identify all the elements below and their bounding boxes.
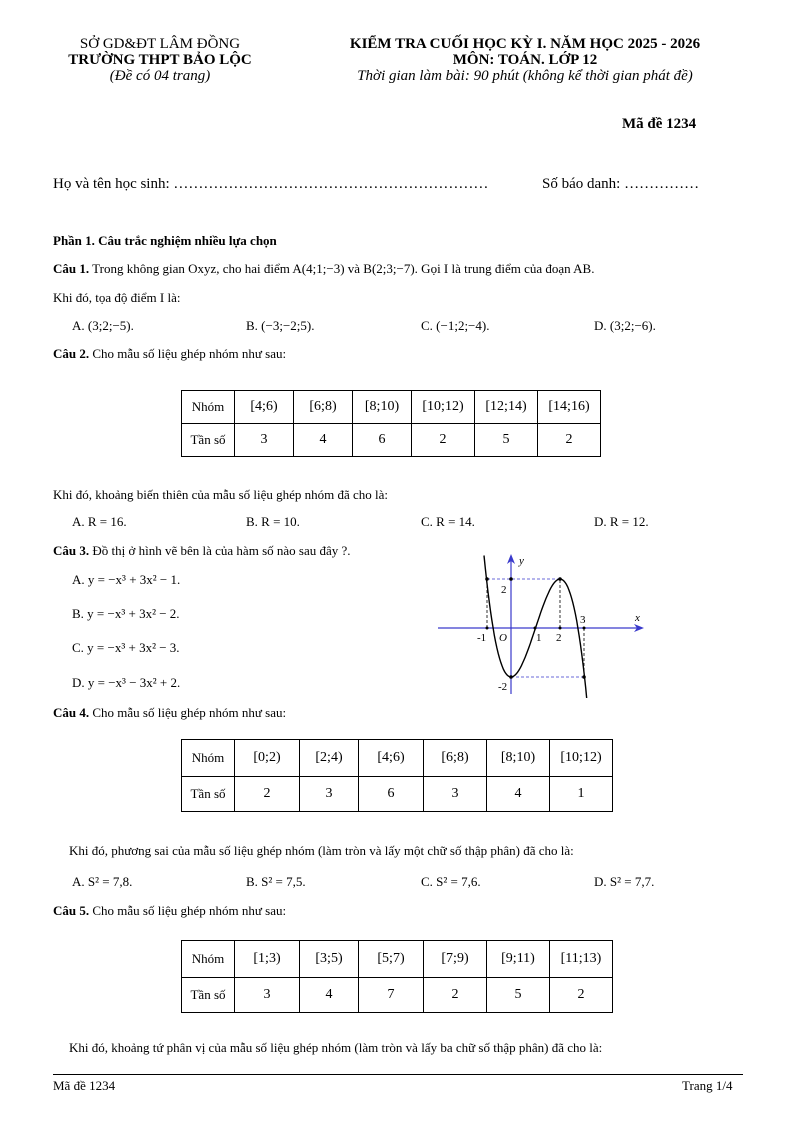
table-cell: Tần số — [182, 978, 235, 1013]
table-cell: 6 — [359, 777, 424, 812]
question-text: Cho mẫu số liệu ghép nhóm như sau: — [92, 903, 287, 918]
q4-option-b: B. S² = 7,5. — [246, 874, 306, 889]
q2-option-d: D. R = 12. — [594, 514, 649, 529]
origin-label: O — [499, 632, 507, 644]
table-cell: [10;12) — [550, 740, 613, 777]
point-3-neg2 — [582, 675, 586, 679]
question-number: Câu 3. — [53, 543, 90, 558]
point-x2 — [559, 627, 562, 630]
question-text: Cho mẫu số liệu ghép nhóm như sau: — [92, 346, 287, 361]
question-number: Câu 5. — [53, 903, 90, 918]
q3-option-d: D. y = −x³ − 3x² + 2. — [72, 675, 181, 690]
point-x1 — [534, 627, 537, 630]
table-cell: [6;8) — [294, 391, 353, 424]
exam-subject: MÔN: TOÁN. LỚP 12 — [452, 52, 598, 68]
table-cell: [4;6) — [359, 740, 424, 777]
point-max — [558, 577, 562, 581]
y-tick-label-neg2: -2 — [498, 681, 508, 693]
footer-exam-code: Mã đề 1234 — [53, 1078, 116, 1093]
q4-option-a: A. S² = 7,8. — [72, 874, 133, 889]
q4-data-table — [181, 739, 613, 812]
x-axis-label: x — [635, 612, 640, 624]
table-cell: Nhóm — [182, 941, 235, 978]
q1-option-c: C. (−1;2;−4). — [421, 318, 490, 333]
q1-option-a: A. (3;2;−5). — [72, 318, 134, 333]
pages-note: (Đề có 04 trang) — [109, 68, 211, 84]
table-row — [182, 424, 601, 457]
question-5-after: Khi đó, khoảng tứ phân vị của mẫu số liệu ghép nhóm (làm tròn và lấy ba chữ số thập phân) đã cho là: — [69, 1040, 603, 1055]
table-row — [182, 777, 613, 812]
table-cell: 3 — [424, 777, 487, 812]
header-right — [300, 36, 750, 84]
table-row — [182, 941, 613, 978]
table-cell: [9;11) — [487, 941, 550, 978]
point-y2 — [509, 577, 513, 581]
table-cell: 2 — [235, 777, 300, 812]
q3-option-c: C. y = −x³ + 3x² − 3. — [72, 640, 180, 655]
question-2-after: Khi đó, khoảng biến thiên của mẫu số liệu ghép nhóm đã cho là: — [53, 487, 389, 502]
table-cell: 2 — [412, 424, 475, 457]
q1-option-b: B. (−3;−2;5). — [246, 318, 315, 333]
table-cell: 4 — [300, 978, 359, 1013]
question-2 — [53, 346, 286, 362]
table-cell: 2 — [550, 978, 613, 1013]
tick-label-2: 2 — [556, 632, 562, 644]
point-x3 — [583, 627, 586, 630]
table-cell: Tần số — [182, 777, 235, 812]
q2-option-c: C. R = 14. — [421, 514, 475, 529]
department-name: SỞ GD&ĐT LÂM ĐỒNG — [79, 36, 241, 52]
footer-divider — [53, 1074, 743, 1075]
question-number: Câu 4. — [53, 705, 90, 720]
tick-label-neg1: -1 — [477, 632, 487, 644]
table-cell: 2 — [424, 978, 487, 1013]
q2-option-a: A. R = 16. — [72, 514, 127, 529]
q5-data-table — [181, 940, 613, 1013]
table-cell: [2;4) — [300, 740, 359, 777]
exam-code: Mã đề 1234 — [622, 116, 697, 132]
table-row — [182, 740, 613, 777]
table-row — [182, 391, 601, 424]
table-cell: [1;3) — [235, 941, 300, 978]
q2-option-b: B. R = 10. — [246, 514, 300, 529]
table-cell: 4 — [487, 777, 550, 812]
table-cell: [4;6) — [235, 391, 294, 424]
y-tick-label-2: 2 — [501, 584, 507, 596]
header-left — [40, 36, 280, 84]
q2-data-table — [181, 390, 601, 457]
y-axis-label: y — [519, 555, 524, 567]
point-x-neg1 — [486, 627, 489, 630]
table-cell: [14;16) — [538, 391, 601, 424]
table-cell: 6 — [353, 424, 412, 457]
table-cell: 3 — [235, 424, 294, 457]
table-cell: [8;10) — [487, 740, 550, 777]
table-cell: 3 — [300, 777, 359, 812]
question-text: Trong không gian Oxyz, cho hai điểm A(4;1;−3) và B(2;3;−7). Gọi I là trung điểm của đoạn AB. — [92, 261, 595, 276]
q4-option-d: D. S² = 7,7. — [594, 874, 655, 889]
table-cell: Nhóm — [182, 740, 235, 777]
table-cell: [0;2) — [235, 740, 300, 777]
question-4 — [53, 705, 286, 721]
question-text: Đồ thị ở hình vẽ bên là của hàm số nào sau đây ?. — [92, 543, 351, 558]
table-cell: [3;5) — [300, 941, 359, 978]
q1-option-d: D. (3;2;−6). — [594, 318, 656, 333]
q4-option-c: C. S² = 7,6. — [421, 874, 481, 889]
table-cell: [12;14) — [475, 391, 538, 424]
table-cell: [8;10) — [353, 391, 412, 424]
question-number: Câu 1. — [53, 261, 90, 276]
question-1-line2: Khi đó, tọa độ điểm I là: — [53, 290, 181, 305]
table-cell: 1 — [550, 777, 613, 812]
question-3 — [53, 543, 351, 559]
q3-option-a: A. y = −x³ + 3x² − 1. — [72, 572, 181, 587]
table-cell: 3 — [235, 978, 300, 1013]
table-cell: [7;9) — [424, 941, 487, 978]
q3-option-b: B. y = −x³ + 3x² − 2. — [72, 606, 180, 621]
point-neg1-2 — [485, 577, 489, 581]
tick-label-3: 3 — [580, 614, 586, 626]
table-cell: 4 — [294, 424, 353, 457]
table-cell: [5;7) — [359, 941, 424, 978]
table-cell: [6;8) — [424, 740, 487, 777]
question-4-after: Khi đó, phương sai của mẫu số liệu ghép nhóm (làm tròn và lấy một chữ số thập phân) đã cho là: — [69, 843, 574, 858]
table-cell: Tần số — [182, 424, 235, 457]
student-name-line: Họ và tên học sinh: ……………………………………………………… — [53, 176, 489, 192]
part1-title: Phần 1. Câu trắc nghiệm nhiều lựa chọn — [53, 233, 277, 248]
question-text: Cho mẫu số liệu ghép nhóm như sau: — [92, 705, 287, 720]
table-cell: [10;12) — [412, 391, 475, 424]
exam-time: Thời gian làm bài: 90 phút (không kể thời gian phát đề) — [357, 68, 693, 84]
table-cell: Nhóm — [182, 391, 235, 424]
tick-label-1: 1 — [536, 632, 542, 644]
cubic-function-graph — [430, 548, 650, 698]
point-min — [509, 675, 513, 679]
question-number: Câu 2. — [53, 346, 90, 361]
table-cell: 2 — [538, 424, 601, 457]
school-name: TRƯỜNG THPT BẢO LỘC — [68, 52, 252, 68]
table-cell: 5 — [475, 424, 538, 457]
question-5 — [53, 903, 286, 919]
student-id-line: Số báo danh: …………… — [542, 176, 700, 192]
table-cell: 7 — [359, 978, 424, 1013]
table-cell: [11;13) — [550, 941, 613, 978]
table-cell: 5 — [487, 978, 550, 1013]
table-row — [182, 978, 613, 1013]
exam-title: KIỂM TRA CUỐI HỌC KỲ I. NĂM HỌC 2025 - 2026 — [349, 36, 701, 52]
footer-page-number: Trang 1/4 — [682, 1078, 733, 1093]
question-1 — [53, 261, 594, 277]
